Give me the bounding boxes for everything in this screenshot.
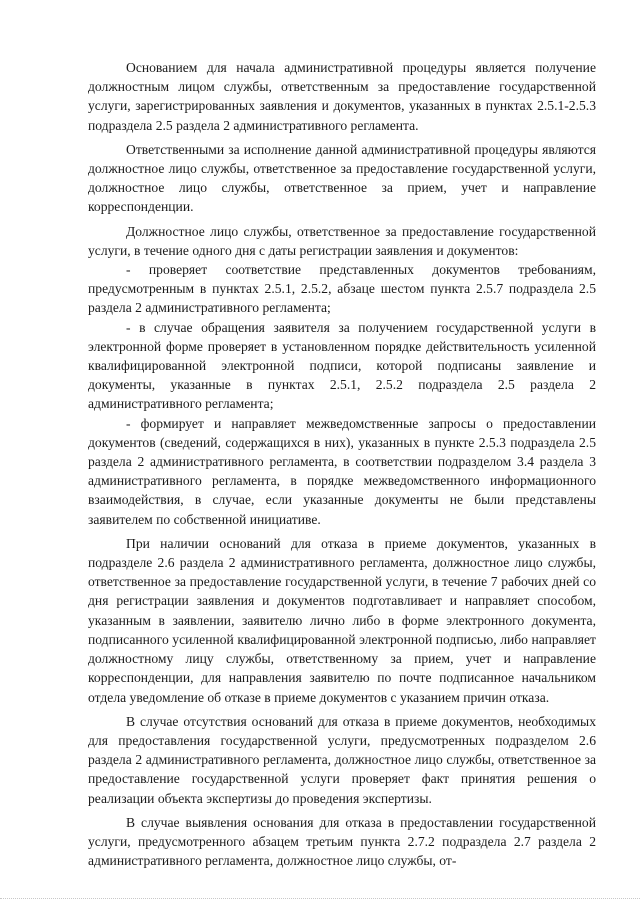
paragraph-responsible-officials: Ответственными за исполнение данной административной процедуры являются должностное лицо службы, ответственное за предоставление государственной услуги, должностное лицо службы, ответственное за прием, учет и направление корреспонденции.	[88, 141, 596, 215]
list-item-interagency-requests: - формирует и направляет межведомственные запросы о предоставлении документов (сведений, содержащихся в них), указанных в пункте 2.5.3 подраздела 2.5 раздела 2 административного регламента, в соответствии подразделом 3.4 раздела 3 административного регламента, в порядке межведомственного информационного взаимодействия, в случае, если указанные документы не были представлены заявителем по собственной инициативе.	[88, 415, 596, 527]
paragraph-official-duties-intro: Должностное лицо службы, ответственное за предоставление государственной услуги, в течение одного дня с даты регистрации заявления и документов:	[88, 223, 596, 258]
scan-bottom-edge	[0, 898, 640, 900]
document-page	[88, 58, 596, 870]
paragraph-refusal-grounds: При наличии оснований для отказа в приеме документов, указанных в подразделе 2.6 раздела 2 административного регламента, должностное лицо службы, ответственное за предоставление государственной услуги, в течение 7 рабочих дней со дня регистрации заявления и документов подготавливает и направляет способом, указанным в заявлении, заявителю лично либо в форме электронного документа, подписанного усиленной квалифицированной электронной подписью, либо направляет должностному лицу службы, ответственному за прием, учет и направление корреспонденции, для направления заявителю по почте подписанное начальником отдела уведомление об отказе в приеме документов с указанием причин отказа.	[88, 535, 596, 705]
paragraph-procedure-basis: Основанием для начала административной процедуры является получение должностным лицом службы, ответственным за предоставление государственной услуги, зарегистрированных заявления и документов, указанных в пунктах 2.5.1-2.5.3 подраздела 2.5 раздела 2 административного регламента.	[88, 60, 596, 133]
paragraph-refusal-identified: В случае выявления основания для отказа в предоставлении государственной услуги, предусмотренного абзацем третьим пункта 2.7.2 подраздела 2.7 раздела 2 административного регламента, должностное лицо службы, от-	[88, 814, 596, 869]
list-item-check-documents: - проверяет соответствие представленных документов требованиям, предусмотренным в пунктах 2.5.1, 2.5.2, абзаце шестом пункта 2.5.7 подраздела 2.5 раздела 2 административного регламента;	[88, 262, 596, 316]
paragraph-no-refusal-grounds: В случае отсутствия оснований для отказа в приеме документов, необходимых для предоставления государственной услуги, предусмотренных подразделом 2.6 раздела 2 административного регламента, должностное лицо службы, ответственное за предоставление государственной услуги проверяет факт принятия решения о реализации объекта экспертизы до проведения экспертизы.	[88, 713, 596, 806]
list-item-verify-signature: - в случае обращения заявителя за получением государственной услуги в электронной форме проверяет в установленном порядке действительность усиленной квалифицированной электронной подписи, которой подписаны заявление и документы, указанные в пунктах 2.5.1, 2.5.2 подраздела 2.5 раздела 2 административного регламента;	[88, 319, 596, 412]
